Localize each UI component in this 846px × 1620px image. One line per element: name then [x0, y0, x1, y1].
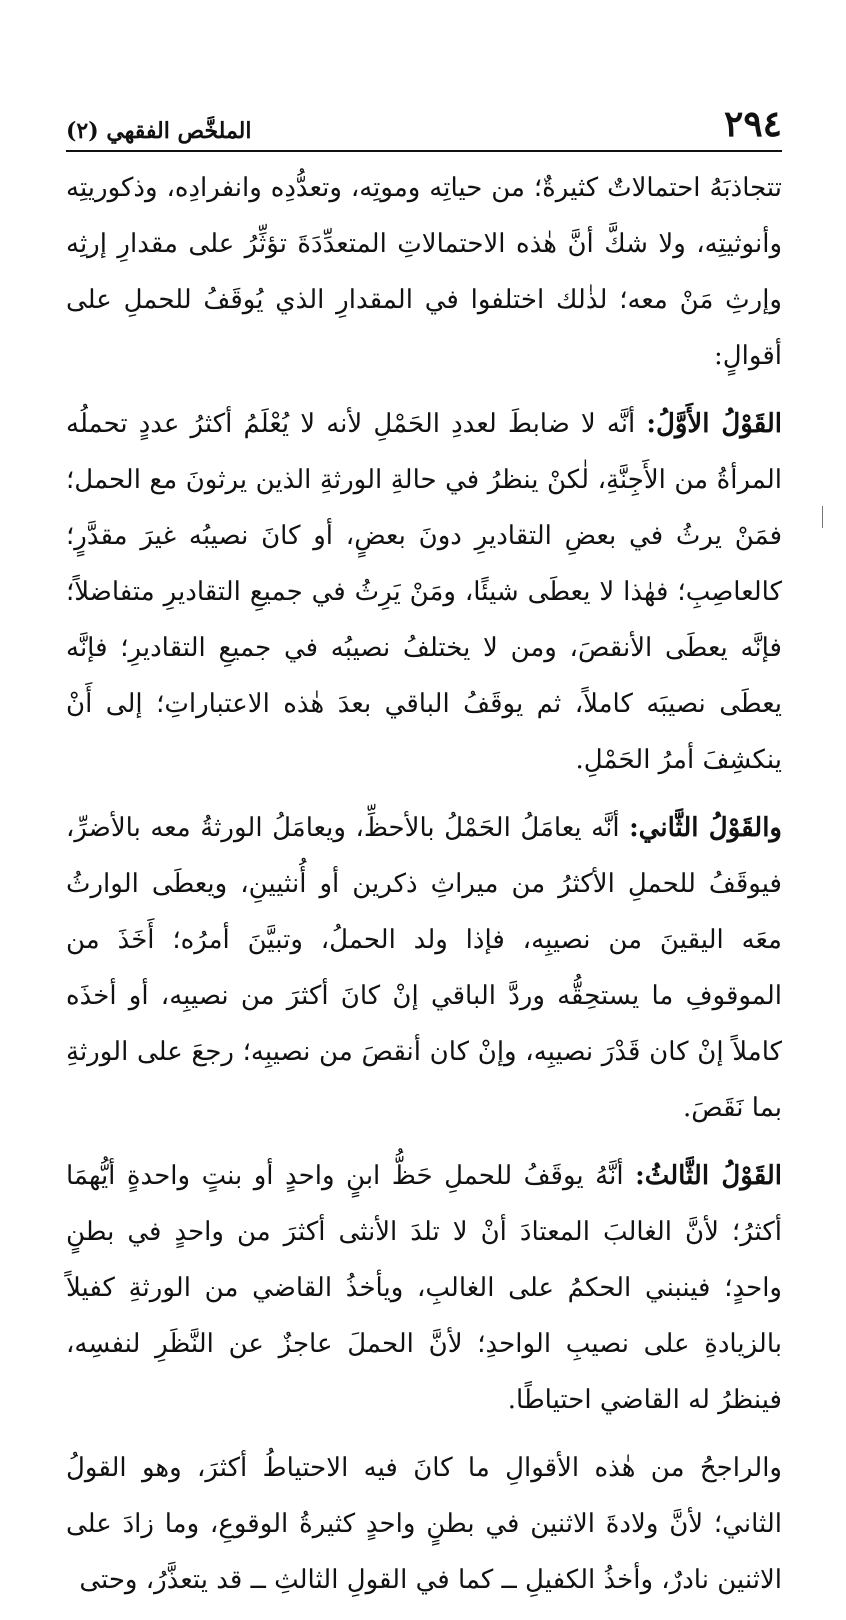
- paragraph-third-opinion: [66, 1148, 782, 1428]
- paragraph-second-opinion: [66, 800, 782, 1136]
- paragraph-heading: والقَوْلُ الثَّاني:: [629, 813, 782, 843]
- page-number: ٢٩٤: [723, 103, 782, 145]
- header-divider: [66, 150, 782, 152]
- paragraph-first-opinion: [66, 396, 782, 788]
- paragraph-heading: القَوْلُ الأَوَّلُ:: [646, 409, 782, 439]
- paragraph-heading: القَوْلُ الثَّالثُ:: [635, 1161, 782, 1191]
- paragraph-preferred-opinion: [66, 1440, 782, 1608]
- paragraph-intro: [66, 160, 782, 384]
- book-title: الملخَّص الفقهي (٢): [66, 118, 252, 144]
- margin-mark: [822, 506, 823, 528]
- page-header: [66, 103, 782, 151]
- paragraph-text: أنَّهُ يوقَفُ للحملِ حَظُّ ابنٍ واحدٍ أو بنتٍ واحدةٍ أيُّهمَا أكثرُ؛ لأنَّ الغالبَ المعتادَ أنْ لا تلدَ الأنثى أكثرَ من واحدٍ في بطنٍ واحدٍ؛ فينبني الحكمُ على الغالبِ، ويأخذُ القاضي من الورثةِ كفيلاً بالزيادةِ على نصيبِ الواحدِ؛ لأنَّ الحملَ عاجزٌ عن النَّظَرِ لنفسِه، فينظرُ له القاضي احتياطًا.: [66, 1161, 782, 1415]
- paragraph-text: تتجاذبَهُ احتمالاتٌ كثيرةٌ؛ من حياتِه وموتِه، وتعدُّدِه وانفرادِه، وذكوريتِه وأنوثيتِه، ولا شكَّ أنَّ هٰذه الاحتمالاتِ المتعدِّدَةَ تؤثِّرُ على مقدارِ إرثِه وإرثِ مَنْ معه؛ لذٰلك اختلفوا في المقدارِ الذي يُوقَفُ للحملِ على أقوالٍ:: [66, 173, 782, 371]
- page-body: [66, 160, 782, 1620]
- paragraph-text: أنَّه لا ضابطَ لعددِ الحَمْلِ لأنه لا يُعْلَمُ أكثرُ عددٍ تحملُه المرأةُ من الأَجِنَّةِ، لٰكنْ ينظرُ في حالةِ الورثةِ الذين يرثونَ مع الحمل؛ فمَنْ يرثُ في بعضِ التقاديرِ دونَ بعضٍ، أو كانَ نصيبُه غيرَ مقدَّرٍ؛ كالعاصِبِ؛ فهٰذا لا يعطَى شيئًا، ومَنْ يَرِثُ في جميعِ التقاديرِ متفاضلاً؛ فإنَّه يعطَى الأنقصَ، ومن لا يختلفُ نصيبُه في جميعِ التقاديرِ؛ فإنَّه يعطَى نصيبَه كاملاً، ثم يوقَفُ الباقي بعدَ هٰذه الاعتباراتِ؛ إلى أَنْ ينكشِفَ أمرُ الحَمْلِ.: [66, 409, 782, 775]
- paragraph-text: والراجحُ من هٰذه الأقوالِ ما كانَ فيه الاحتياطُ أكثرَ، وهو القولُ الثاني؛ لأنَّ ولادةَ الاثنين في بطنٍ واحدٍ كثيرةُ الوقوعِ، وما زادَ على الاثنين نادرٌ، وأخذُ الكفيلِ ــ كما في القولِ الثالثِ ــ قد يتعذَّرُ، وحتى: [66, 1453, 782, 1595]
- paragraph-text: أنَّه يعامَلُ الحَمْلُ بالأحظِّ، ويعامَلُ الورثةُ معه بالأضرِّ، فيوقَفُ للحملِ الأكثرُ من ميراثِ ذكرين أو أُنثيينِ، ويعطَى الوارثُ معَه اليقينَ من نصيبِه، فإذا ولد الحملُ، وتبيَّنَ أمرُه؛ أَخَذَ من الموقوفِ ما يستحِقُّه وردَّ الباقي إنْ كانَ أكثرَ من نصيبِه، أو أخذَه كاملاً إنْ كان قَدْرَ نصيبِه، وإنْ كان أنقصَ من نصيبِه؛ رجعَ على الورثةِ بما نَقَصَ.: [66, 813, 782, 1123]
